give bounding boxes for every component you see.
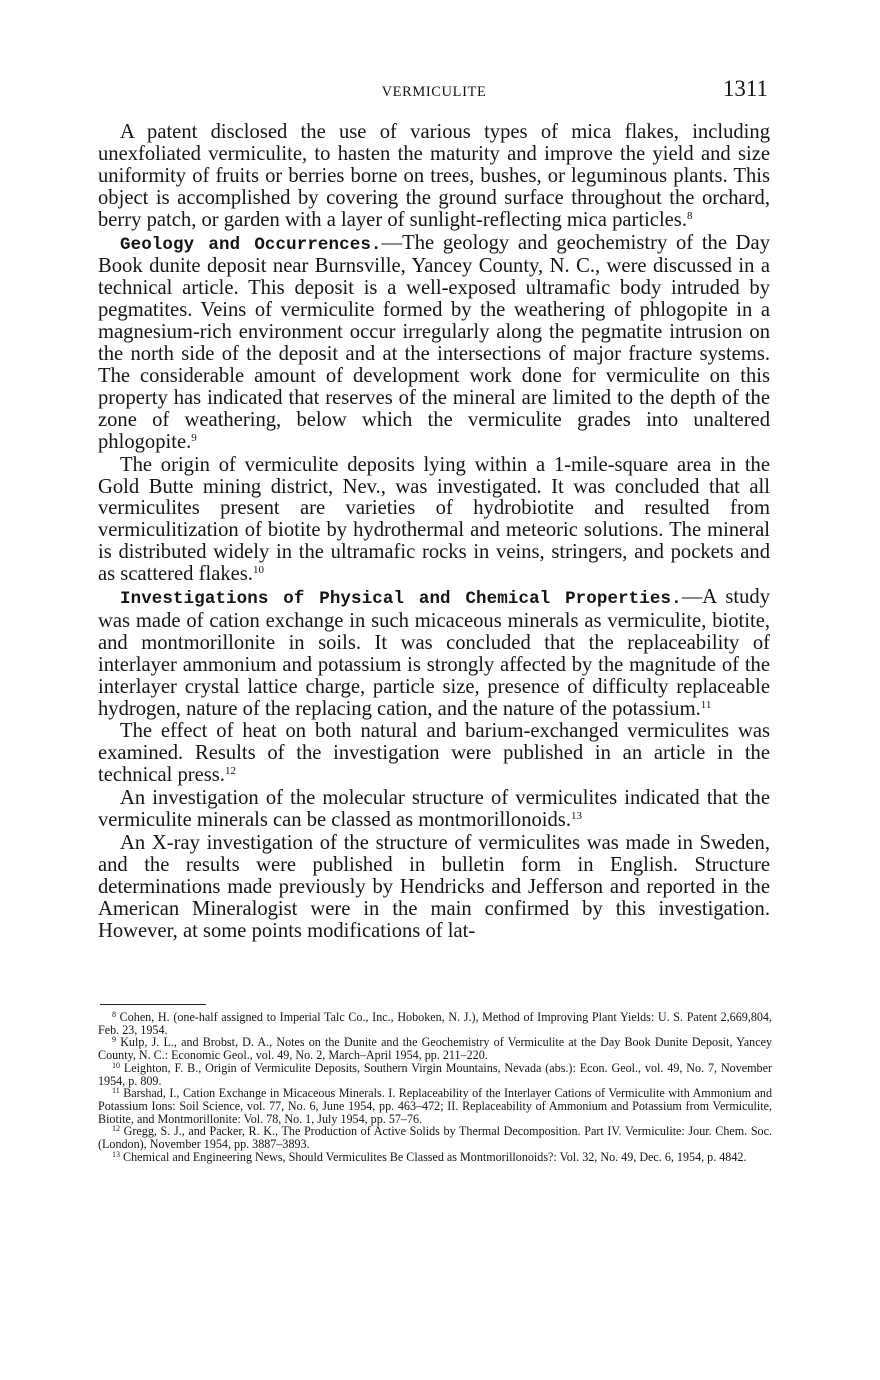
body-text bbox=[98, 122, 770, 944]
paragraph-text: The origin of vermiculite deposits lying within a 1-mile-square area in the Gold Butte mining district, Nev., was investigated. It was concluded that all vermiculites present are varieties of hydrobiotite and resulted from vermiculitization of biotite by hydrothermal and meteoric solutions. The mineral is distributed widely in the ultramafic rocks in veins, stringers, and pockets and as scattered flakes. bbox=[98, 453, 770, 586]
footnote-number: 10 bbox=[112, 1060, 120, 1070]
footnote-ref: 11 bbox=[700, 698, 712, 711]
footnote-number: 13 bbox=[112, 1149, 120, 1159]
footnote-ref: 8 bbox=[686, 209, 693, 222]
footnote-text: Gregg, S. J., and Packer, R. K., The Production of Active Solids by Thermal Decomposition. Part IV. Vermiculite: Jour. Chem. Soc. (London), November 1954, pp. 3887–3893. bbox=[98, 1124, 772, 1152]
paragraph-geology bbox=[98, 233, 770, 454]
paragraph-mica-patent bbox=[98, 122, 770, 232]
page-number: 1311 bbox=[722, 76, 768, 101]
footnote-number: 12 bbox=[112, 1124, 120, 1134]
paragraph-xray bbox=[98, 833, 770, 943]
footnote-ref: 10 bbox=[252, 564, 264, 577]
paragraph-investigations bbox=[98, 587, 770, 720]
footnote-text: Kulp, J. L., and Brobst, D. A., Notes on the Dunite and the Geochemistry of Vermiculite at the Day Book Dunite Deposit, Yancey County, N. C.: Economic Geol., vol. 49, No. 2, March–April 1954, pp. 211–220. bbox=[98, 1035, 772, 1063]
footnote-9 bbox=[98, 1036, 772, 1061]
footnote-12 bbox=[98, 1125, 772, 1150]
footnote-text: Chemical and Engineering News, Should Vermiculites Be Classed as Montmorillonoids?: Vol. 32, No. 49, Dec. 6, 1954, p. 4842. bbox=[123, 1149, 747, 1164]
footnote-number: 8 bbox=[112, 1010, 116, 1019]
footnotes bbox=[98, 1011, 772, 1163]
paragraph-text: —A study was made of cation exchange in such micaceous minerals as vermiculite, biotite, and montmorillonite in soils. It was concluded that the replaceability of interlayer ammonium and potassium is strongly affected by the magnitude of the interlayer crystal lattice charge, particle size, presence of difficulty replaceable hydrogen, nature of the replacing cation, and the nature of the potassium. bbox=[98, 586, 771, 720]
paragraph-molecular-structure bbox=[98, 788, 770, 832]
footnote-rule bbox=[100, 1004, 206, 1005]
footnote-ref: 12 bbox=[224, 765, 236, 778]
paragraph-text: An investigation of the molecular structure of vermiculites indicated that the vermiculite minerals can be classed as montmorillonoids. bbox=[98, 787, 770, 832]
running-head bbox=[98, 78, 770, 108]
section-heading-geology: Geology and Occurrences. bbox=[120, 234, 382, 255]
paragraph-text: A patent disclosed the use of various types of mica flakes, including unexfoliated vermiculite, to hasten the maturity and improve the yield and size uniformity of fruits or berries borne on trees, bushes, or leguminous plants. This object is accomplished by covering the ground surface throughout the orchard, berry patch, or garden with a layer of sunlight-reflecting mica particles. bbox=[98, 121, 770, 231]
paragraph-gold-butte bbox=[98, 455, 770, 586]
footnote-10 bbox=[98, 1062, 772, 1087]
paragraph-text: —The geology and geochemistry of the Day Book dunite deposit near Burnsville, Yancey County, N. C., were discussed in a technical article. This deposit is a well-exposed ultramafic body intruded by pegmatites. Veins of vermiculite formed by the weathering of phlogopite in a magnesium-rich environment occur irregularly along the pegmatite intrusion on the north side of the deposit and at the intersections of major fracture systems. The considerable amount of development work done for vermiculite on this property has indicated that reserves of the mineral are limited to the depth of the zone of weathering, below which the vermiculite grades into unaltered phlogopite. bbox=[98, 231, 770, 453]
paragraph-text: An X-ray investigation of the structure of vermiculites was made in Sweden, and the results were published in bulletin form in English. Structure determinations made previously by Hendricks and Jefferson and reported in the American Mineralogist were in the main confirmed by this investigation. However, at some points modifications of lat- bbox=[98, 832, 770, 942]
footnote-number: 9 bbox=[112, 1035, 116, 1045]
running-title: VERMICULITE bbox=[381, 84, 487, 100]
section-heading-investigations: Investigations of Physical and Chemical Properties. bbox=[120, 589, 682, 610]
footnote-ref: 9 bbox=[191, 431, 197, 444]
footnote-8 bbox=[98, 1011, 772, 1036]
footnote-13 bbox=[98, 1151, 772, 1164]
footnote-text: Cohen, H. (one-half assigned to Imperial Talc Co., Inc., Hoboken, N. J.), Method of Improving Plant Yields: U. S. Patent 2,669,804, Feb. 23, 1954. bbox=[98, 1010, 772, 1037]
paragraph-heat-effect bbox=[98, 721, 770, 787]
footnote-text: Leighton, F. B., Origin of Vermiculite Deposits, Southern Virgin Mountains, Nevada (abs.): Econ. Geol., vol. 49, No. 7, November 1954, p. 809. bbox=[98, 1060, 772, 1088]
footnote-text: Barshad, I., Cation Exchange in Micaceous Minerals. I. Replaceability of the Interlayer Cations of Vermiculite with Ammonium and Potassium Ions: Soil Science, vol. 77, No. 6, June 1954, pp. 463–472; II. Replaceability of Ammonium and Potassium from Vermiculite, Biotite, and Montmorillonite: Vol. 78, No. 1, July 1954, pp. 57–76. bbox=[98, 1086, 773, 1126]
footnote-number: 11 bbox=[112, 1086, 120, 1096]
paragraph-text: The effect of heat on both natural and barium-exchanged vermiculites was examined. Results of the investigation were published in an article in the technical press. bbox=[98, 720, 770, 787]
footnote-ref: 13 bbox=[570, 810, 582, 823]
footnote-11 bbox=[98, 1087, 772, 1125]
